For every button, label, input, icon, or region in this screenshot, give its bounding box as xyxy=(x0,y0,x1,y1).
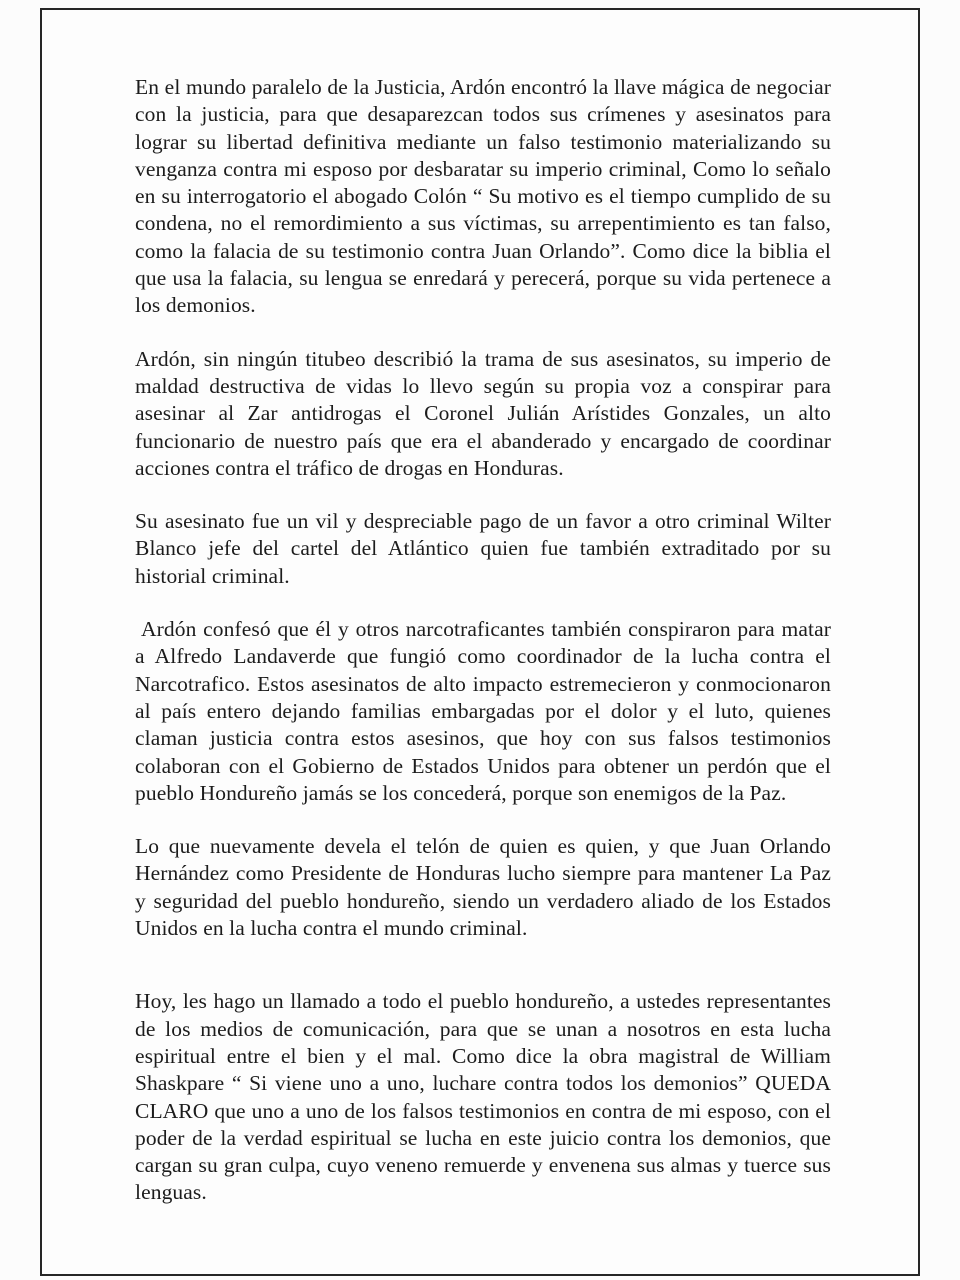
paragraph-2: Ardón, sin ningún titubeo describió la trama de sus asesinatos, su imperio de maldad destructiva de vidas lo llevo según su propia voz a conspirar para asesinar al Zar antidrogas el Coronel Julián Arístides Gonzales, un alto funcionario de nuestro país que era el abanderado y encargado de coordinar acciones contra el tráfico de drogas en Honduras. xyxy=(135,346,831,480)
paragraph-4: Ardón confesó que él y otros narcotraficantes también conspiraron para matar a Alfredo Landaverde que fungió como coordinador de la lucha contra el Narcotrafico. Estos asesinatos de alto impacto estremecieron y conmocionaron al país entero dejando familias embargadas por el dolor y el luto, quienes claman justicia contra estos asesinos, que hoy con sus falsos testimonios colaboran con el Gobierno de Estados Unidos para obtener un perdón que el pueblo Hondureño jamás se los concederá, porque son enemigos de la Paz. xyxy=(135,617,831,805)
paragraph-3: Su asesinato fue un vil y despreciable pago de un favor a otro criminal Wilter Blanco jefe del cartel del Atlántico quien fue también extraditado por su historial criminal. xyxy=(135,509,831,588)
paragraph-6: Hoy, les hago un llamado a todo el pueblo hondureño, a ustedes representantes de los medios de comunicación, para que se unan a nosotros en esta lucha espiritual entre el bien y el mal. Como dice la obra magistral de William Shaskpare “ Si viene uno a uno, luchare contra todos los demonios” QUEDA CLARO que uno a uno de los falsos testimonios en contra de mi esposo, con el poder de la verdad espiritual se lucha en este juicio contra los demonios, que cargan su gran culpa, cuyo veneno remuerde y envenena sus almas y tuerce sus lenguas. xyxy=(135,989,831,1205)
document-text-block xyxy=(135,74,831,1233)
paragraph-1: En el mundo paralelo de la Justicia, Ardón encontró la llave mágica de negociar con la justicia, para que desaparezcan todos sus crímenes y asesinatos para lograr su libertad definitiva mediante un falso testimonio materializando su venganza contra mi esposo por desbaratar su imperio criminal, Como lo señalo en su interrogatorio el abogado Colón “ Su motivo es el tiempo cumplido de su condena, no el remordimiento a sus víctimas, su arrepentimiento es tan falso, como la falacia de su testimonio contra Juan Orlando”. Como dice la biblia el que usa la falacia, su lengua se enredará y perecerá, porque su vida pertenece a los demonios. xyxy=(135,75,831,318)
paragraph-5: Lo que nuevamente devela el telón de quien es quien, y que Juan Orlando Hernández como Presidente de Honduras lucho siempre para mantener La Paz y seguridad del pueblo hondureño, siendo un verdadero aliado de los Estados Unidos en la lucha contra el mundo criminal. xyxy=(135,834,831,941)
